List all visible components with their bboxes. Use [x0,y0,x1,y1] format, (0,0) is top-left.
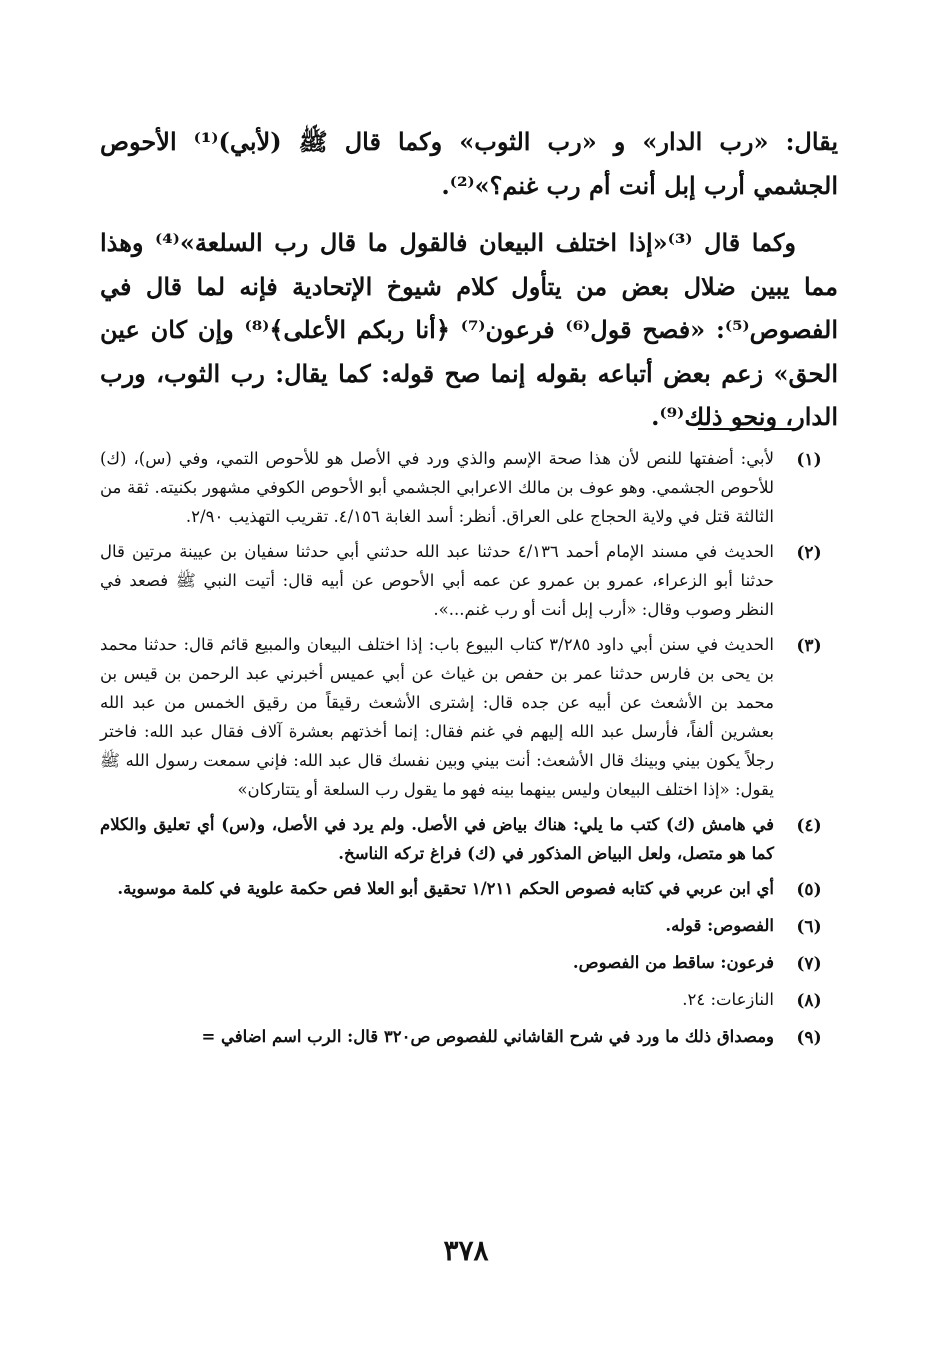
footnote-number: (٦) [796,917,822,937]
footnote-number: (٣) [796,636,822,656]
footnote-5 [100,874,838,905]
footnote-separator [698,428,796,430]
footnote-number: (١) [796,450,822,470]
footnote-number: (٤) [796,816,822,836]
footnote-9 [100,1022,838,1053]
footnote-number: (٧) [796,954,822,974]
footnote-1 [100,444,838,531]
footnote-text: في هامش (ك) كتب ما يلي: هناك بياض في الأصل. ولم يرد في الأصل، و(س) أي تعليق والكلام كما هو متصل، ولعل البياض المذكور في (ك) فراغ تركه الناسخ. [100,815,774,863]
footnotes [100,444,838,1059]
main-text [100,120,838,439]
main-paragraph-2: وكما قال ⁽³⁾«إذا اختلف البيعان فالقول ما قال رب السلعة»⁽⁴⁾ وهذا مما يبين ضلال بعض من يتأول كلام شيوخ الإتحادية فإنه لما قال في الفصوص⁽⁵⁾: «فصح قول⁽⁶⁾ فرعون⁽⁷⁾ ﴿أنا ربكم الأعلى﴾⁽⁸⁾ وإن كان عين الحق» زعم بعض أتباعه بقوله إنما صح قوله: كما يقال: رب الثوب، ورب الدار، ونحو ذلك⁽⁹⁾. [100,228,839,431]
footnote-text: فرعون: ساقط من الفصوص. [572,953,774,972]
footnote-3 [100,630,838,804]
main-paragraph-1: يقال: «رب الدار» و «رب الثوب» وكما قال ﷺ (لأبي)⁽¹⁾ الأحوص الجشمي أرب إبل أنت أم رب غنم؟»⁽²⁾. [100,127,838,200]
footnote-text: الفصوص: قوله. [665,916,774,935]
footnote-text: لأبي: أضفتها للنص لأن هذا صحة الإسم والذي ورد في الأصل هو للأحوص التمي، وفي (س)، (ك) للأحوص الجشمي. وهو عوف بن مالك الاعرابي الجشمي أبو الأحوص الكوفي مشهور بكنيته. ثقة من الثالثة قتل في ولاية الحجاج على العراق. أنظر: أسد الغابة ٤/١٥٦. تقريب التهذيب ٢/٩٠. [100,449,774,526]
footnote-6 [100,911,838,942]
footnote-number: (٥) [796,880,822,900]
footnote-text: الحديث في مسند الإمام أحمد ٤/١٣٦ حدثنا عبد الله حدثني أبي حدثنا سفيان بن عيينة مرتين قال حدثنا أبو الزعراء، عمرو بن عمرو عن عمه أبي الأحوص عن أبيه قال: أتيت النبي ﷺ فصعد في النظر وصوب وقال: «أرب إبل أنت أو رب غنم...». [100,542,774,619]
footnote-number: (٩) [796,1028,822,1048]
footnote-number: (٢) [796,543,822,563]
footnote-number: (٨) [796,991,822,1011]
footnote-text: ومصداق ذلك ما ورد في شرح القاشاني للفصوص ص٣٢٠ قال: الرب اسم اضافي = [201,1027,774,1046]
footnote-2 [100,537,838,624]
footnote-8 [100,985,838,1016]
page-number: ٣٧٨ [443,1234,489,1267]
footnote-4 [100,810,838,868]
footnote-text: أي ابن عربي في كتابه فصوص الحكم ١/٢١١ تحقيق أبو العلا فص حكمة علوية في كلمة موسوية. [117,879,774,898]
footnote-text: النازعات: ٢٤. [682,990,774,1009]
footnote-7 [100,948,838,979]
footnote-text: الحديث في سنن أبي داود ٣/٢٨٥ كتاب البيوع باب: إذا اختلف البيعان والمبيع قائم قال: حدثنا محمد بن يحى بن فارس حدثنا عمر بن حفص بن غياث عن أبي عميس أخبرني عبد الرحمن بن قيس بن محمد بن الأشعث عن أبيه عن جده قال: إشترى الأشعث رقيقاً من رقيق الخمس من عبد الله بعشرين ألفاً، فأرسل عبد الله إليهم في غنم فقال: إنما أخذتهم بعشرة آلاف فقال عبد الله: فاختر رجلاً يكون بيني وبينك قال الأشعث: أنت بيني وبين نفسك قال عبد الله: فإني سمعت رسول الله ﷺ يقول: «إذا اختلف البيعان وليس بينهما بينه فهو ما يقول رب السلعة أو يتتاركان» [100,635,775,799]
